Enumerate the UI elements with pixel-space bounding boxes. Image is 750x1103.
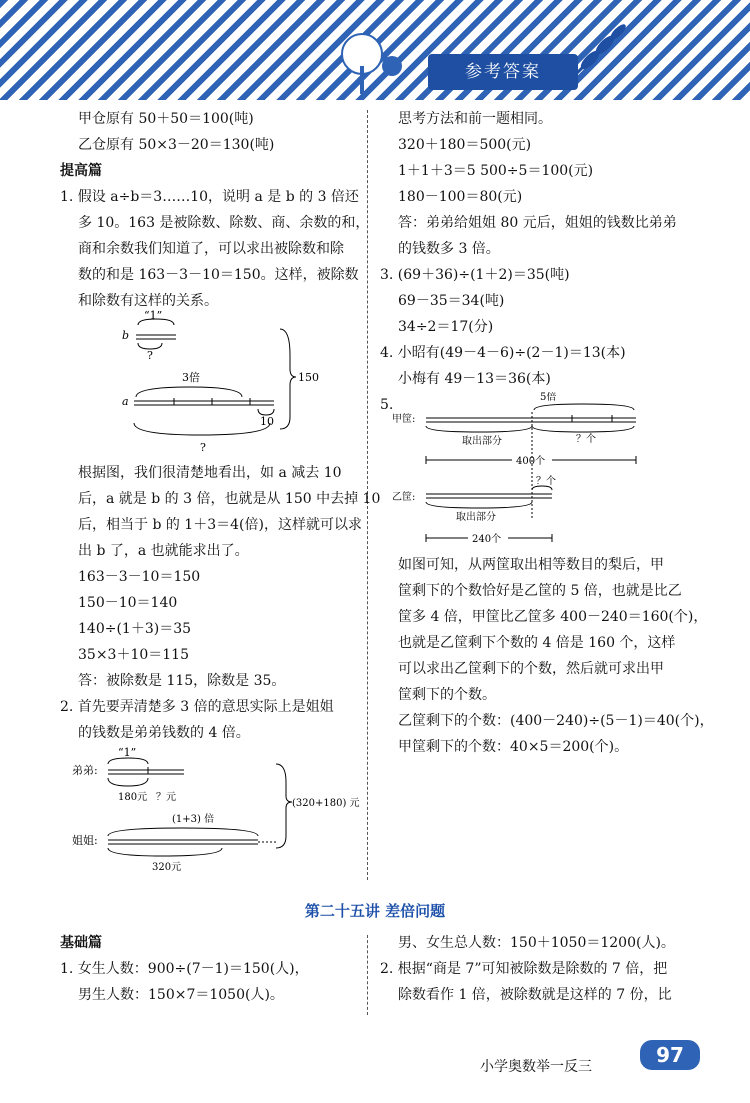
diagram-label: 180元 bbox=[118, 792, 148, 803]
text-line: 筐多 4 倍，甲筐比乙筐多 400－240＝160(个)， bbox=[398, 609, 708, 625]
answer-header-tab: 参考答案 bbox=[428, 54, 578, 90]
diagram-label: 3倍 bbox=[182, 371, 200, 384]
text-line: 根据图，我们很清楚地看出，如 a 减去 10 bbox=[78, 465, 342, 481]
diagram-label: 320元 bbox=[152, 862, 182, 872]
right-column-2 bbox=[380, 552, 725, 760]
text-line: 180－100＝80(元) bbox=[398, 189, 523, 205]
text-line: 答：被除数是 115，除数是 35。 bbox=[78, 673, 286, 689]
text-line: 乙筐剩下的个数：(400－240)÷(5－1)＝40(个)， bbox=[398, 713, 714, 729]
text-line: 后，相当于 b 的 1＋3＝4(倍)，这样就可以求 bbox=[78, 517, 362, 533]
diagram-label: 取出部分 bbox=[462, 436, 502, 447]
text-line: 除数看作 1 倍，被除数就是这样的 7 份，比 bbox=[398, 987, 672, 1003]
bottom-left-column bbox=[60, 930, 360, 1008]
text-line: 多 10。163 是被除数、除数、商、余数的和， bbox=[78, 215, 370, 231]
section-title: 第二十五讲 差倍问题 bbox=[304, 902, 446, 920]
text-line: 思考方法和前一题相同。 bbox=[398, 111, 552, 127]
diagram-label: ？元 bbox=[156, 792, 176, 803]
left-column bbox=[60, 106, 370, 314]
text-line: 的钱数多 3 倍。 bbox=[398, 241, 500, 257]
diagram-label: a bbox=[122, 395, 129, 408]
diagram-label: 甲筐: bbox=[392, 414, 416, 425]
diagram-label: 弟弟: bbox=[72, 764, 98, 777]
section-label: 提高篇 bbox=[60, 163, 102, 179]
text-line: 1. 女生人数：900÷(7－1)＝150(人)， bbox=[60, 961, 309, 977]
text-line: 出 b 了，a 也就能求出了。 bbox=[78, 543, 249, 559]
text-line: 69－35＝34(吨) bbox=[398, 293, 505, 309]
diagram-label: 10 bbox=[260, 415, 274, 428]
text-line: 甲仓原有 50＋50＝100(吨) bbox=[78, 111, 254, 127]
diagram-baskets bbox=[392, 392, 652, 547]
text-line: 3. (69＋36)÷(1＋2)＝35(吨) bbox=[380, 267, 570, 283]
text-line: 34÷2＝17(分) bbox=[398, 319, 494, 335]
diagram-label: (320+180) 元 bbox=[292, 798, 360, 809]
text-line: 也就是乙筐剩下个数的 4 倍是 160 个，这样 bbox=[398, 635, 676, 651]
diagram-label: 150 bbox=[298, 371, 319, 384]
text-line: 商和余数我们知道了，可以求出被除数和除 bbox=[78, 241, 344, 257]
text-line: 的钱数是弟弟钱数的 4 倍。 bbox=[78, 725, 250, 741]
diagram-label: 5倍 bbox=[540, 392, 557, 403]
book-title: 小学奥数举一反三 bbox=[480, 1059, 592, 1075]
text-line: 1. 假设 a÷b＝3……10，说明 a 是 b 的 3 倍还 bbox=[60, 189, 359, 205]
diagram-label: b bbox=[122, 329, 130, 342]
column-divider-bottom bbox=[367, 935, 368, 1015]
leaf-icon bbox=[570, 20, 630, 80]
text-line: 和除数有这样的关系。 bbox=[78, 293, 218, 309]
text-line: 150－10＝140 bbox=[78, 595, 178, 611]
text-line: 筐剩下的个数。 bbox=[398, 687, 496, 703]
diagram-label: 取出部分 bbox=[456, 512, 496, 523]
text-line: 140÷(1＋3)＝35 bbox=[78, 621, 192, 637]
bottom-right-column bbox=[380, 930, 725, 1008]
text-line: 2. 根据“商是 7”可知被除数是除数的 7 倍，把 bbox=[380, 961, 668, 977]
text-line: 1＋1＋3＝5 500÷5＝100(元) bbox=[398, 163, 594, 179]
diagram-label: 姐姐: bbox=[72, 834, 98, 847]
diagram-money bbox=[72, 742, 372, 872]
text-line: 小梅有 49－13＝36(本) bbox=[398, 371, 551, 387]
diagram-label: 400个 bbox=[516, 456, 546, 467]
text-line: 甲筐剩下的个数：40×5＝200(个)。 bbox=[398, 739, 629, 755]
tree-icon bbox=[332, 26, 402, 96]
text-line: 163－3－10＝150 bbox=[78, 569, 201, 585]
text-line: 后，a 就是 b 的 3 倍，也就是从 150 中去掉 10 bbox=[78, 491, 381, 507]
text-line: 35×3＋10＝115 bbox=[78, 647, 189, 663]
diagram-division bbox=[110, 305, 330, 455]
text-line: 乙仓原有 50×3－20＝130(吨) bbox=[78, 137, 275, 153]
text-line: 5. bbox=[380, 397, 394, 413]
text-line: 2. 首先要弄清楚多 3 倍的意思实际上是姐姐 bbox=[60, 699, 334, 715]
diagram-label: 240个 bbox=[472, 534, 502, 545]
left-column-2 bbox=[60, 460, 381, 746]
right-column bbox=[380, 106, 710, 418]
page-number: 97 bbox=[640, 1040, 700, 1070]
diagram-label: ? bbox=[200, 441, 206, 454]
text-line: 可以求出乙筐剩下的个数，然后就可求出甲 bbox=[398, 661, 664, 677]
diagram-label: ？个 bbox=[576, 434, 596, 445]
diagram-label: ？个 bbox=[536, 476, 556, 487]
text-line: 男、女生总人数：150＋1050＝1200(人)。 bbox=[398, 935, 675, 951]
text-line: 筐剩下的个数恰好是乙筐的 5 倍，也就是比乙 bbox=[398, 583, 682, 599]
text-line: 4. 小昭有(49－4－6)÷(2－1)＝13(本) bbox=[380, 345, 626, 361]
text-line: 320＋180＝500(元) bbox=[398, 137, 532, 153]
section-label: 基础篇 bbox=[60, 935, 102, 951]
text-line: 答：弟弟给姐姐 80 元后，姐姐的钱数比弟弟 bbox=[398, 215, 677, 231]
diagram-label: (1+3) 倍 bbox=[172, 814, 215, 825]
text-line: 男生人数：150×7＝1050(人)。 bbox=[78, 987, 284, 1003]
diagram-label: ? bbox=[147, 349, 153, 362]
text-line: 如图可知，从两筐取出相等数目的梨后，甲 bbox=[398, 557, 664, 573]
diagram-label: “1” bbox=[144, 309, 163, 322]
text-line: 数的和是 163－3－10＝150。这样，被除数 bbox=[78, 267, 359, 283]
diagram-label: 乙筐: bbox=[392, 492, 416, 503]
diagram-label: “1” bbox=[118, 746, 137, 759]
